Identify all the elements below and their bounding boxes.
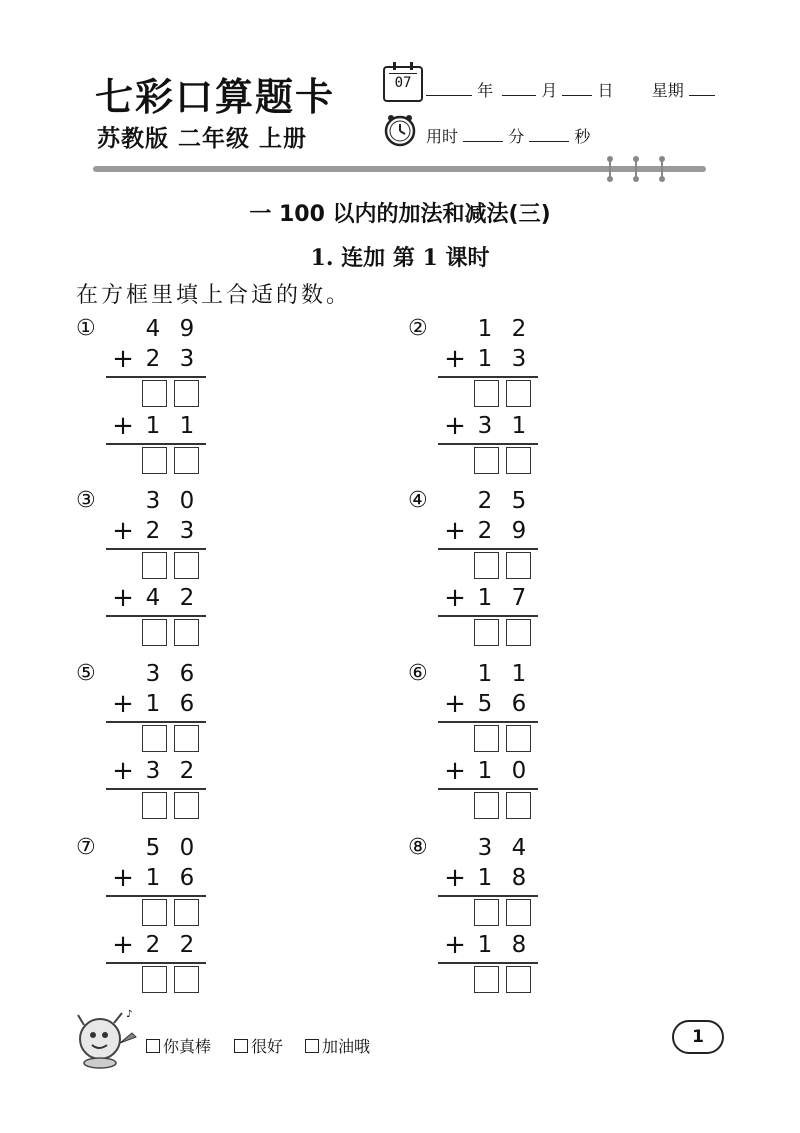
sum-line (438, 548, 538, 550)
calendar-icon (383, 66, 423, 102)
tens-digit: 5 (477, 691, 493, 717)
ones-digit: 0 (511, 758, 527, 784)
plus-sign: + (112, 344, 134, 374)
plus-sign: + (444, 756, 466, 786)
tens-digit: 1 (145, 691, 161, 717)
mascot-icon (70, 1003, 140, 1071)
tens-digit: 1 (477, 585, 493, 611)
plus-sign: + (444, 411, 466, 441)
addition-problem (76, 316, 216, 476)
svg-text:♪: ♪ (126, 1009, 133, 1020)
month-blank[interactable] (502, 81, 536, 96)
tens-digit: 3 (477, 835, 493, 861)
date-line (426, 78, 715, 101)
answer-box-ones[interactable] (506, 619, 531, 646)
ones-digit: 2 (511, 316, 527, 342)
binding-spring-icon (632, 155, 640, 183)
problem-number: ⑦ (76, 835, 96, 860)
plus-sign: + (112, 411, 134, 441)
lesson-title: 1. 连加 第 1 课时 (310, 245, 490, 271)
brand-subtitle: 苏教版 二年级 上册 (97, 126, 308, 152)
addition-problem (76, 488, 216, 648)
tens-digit: 4 (145, 585, 161, 611)
plus-sign: + (112, 863, 134, 893)
problem-number: ⑤ (76, 661, 96, 686)
ones-digit: 1 (179, 413, 195, 439)
answer-box-ones[interactable] (506, 966, 531, 993)
plus-sign: + (444, 930, 466, 960)
weekday-blank[interactable] (689, 81, 715, 96)
problem-number: ② (408, 316, 428, 341)
sum-line (438, 721, 538, 723)
addition-problem (408, 661, 548, 821)
sum-line (106, 962, 206, 964)
ones-digit: 2 (179, 932, 195, 958)
answer-box-tens[interactable] (142, 792, 167, 819)
plus-sign: + (112, 516, 134, 546)
day-label: 日 (597, 81, 614, 100)
tens-digit: 3 (145, 758, 161, 784)
answer-box-tens[interactable] (142, 447, 167, 474)
ones-digit: 2 (179, 758, 195, 784)
ones-digit: 8 (511, 932, 527, 958)
sum-line (106, 615, 206, 617)
tens-digit: 5 (145, 835, 161, 861)
answer-box-tens[interactable] (142, 966, 167, 993)
sum-line (106, 788, 206, 790)
time-label: 用时 (426, 127, 459, 146)
problem-number: ③ (76, 488, 96, 513)
tens-digit: 1 (477, 758, 493, 784)
answer-box-tens[interactable] (142, 380, 167, 407)
answer-box-ones[interactable] (174, 619, 199, 646)
answer-box-tens[interactable] (474, 380, 499, 407)
answer-box-tens[interactable] (474, 552, 499, 579)
answer-box-ones[interactable] (506, 899, 531, 926)
problem-number: ④ (408, 488, 428, 513)
sum-line (438, 788, 538, 790)
tens-digit: 1 (477, 865, 493, 891)
answer-box-ones[interactable] (174, 966, 199, 993)
tens-digit: 2 (145, 932, 161, 958)
answer-box-tens[interactable] (474, 899, 499, 926)
ones-digit: 6 (179, 691, 195, 717)
answer-box-tens[interactable] (474, 792, 499, 819)
ones-digit: 3 (179, 346, 195, 372)
checkbox[interactable] (305, 1039, 319, 1053)
answer-box-ones[interactable] (174, 725, 199, 752)
problem-number: ① (76, 316, 96, 341)
rating-option-1[interactable] (146, 1034, 211, 1057)
ones-digit: 4 (511, 835, 527, 861)
rating-label: 你真棒 (163, 1037, 212, 1056)
instruction: 在方框里填上合适的数。 (76, 283, 352, 308)
sum-line (106, 376, 206, 378)
checkbox[interactable] (146, 1039, 160, 1053)
plus-sign: + (112, 930, 134, 960)
rating-option-3[interactable] (305, 1034, 370, 1057)
plus-sign: + (444, 689, 466, 719)
ones-digit: 2 (179, 585, 195, 611)
rating-label: 很好 (251, 1037, 284, 1056)
second-label: 秒 (574, 127, 591, 146)
rating-option-2[interactable] (234, 1034, 283, 1057)
page-number: 1 (672, 1020, 724, 1054)
ones-digit: 6 (511, 691, 527, 717)
tens-digit: 2 (477, 518, 493, 544)
clock-icon (383, 113, 417, 147)
ones-digit: 9 (179, 316, 195, 342)
ones-digit: 3 (179, 518, 195, 544)
answer-box-tens[interactable] (142, 552, 167, 579)
tens-digit: 3 (145, 661, 161, 687)
addition-problem (76, 835, 216, 995)
tens-digit: 3 (477, 413, 493, 439)
plus-sign: + (112, 689, 134, 719)
problem-number: ⑧ (408, 835, 428, 860)
answer-box-ones[interactable] (174, 552, 199, 579)
day-blank[interactable] (562, 81, 592, 96)
calendar-number: 07 (394, 75, 412, 91)
answer-box-ones[interactable] (506, 792, 531, 819)
answer-box-tens[interactable] (142, 619, 167, 646)
answer-box-tens[interactable] (474, 966, 499, 993)
tens-digit: 1 (477, 346, 493, 372)
rating-label: 加油哦 (322, 1037, 371, 1056)
ones-digit: 0 (179, 835, 195, 861)
time-line (426, 124, 590, 147)
sum-line (106, 443, 206, 445)
answer-box-tens[interactable] (142, 725, 167, 752)
tens-digit: 1 (145, 865, 161, 891)
addition-problem (408, 316, 548, 476)
tens-digit: 1 (477, 661, 493, 687)
year-blank[interactable] (426, 81, 472, 96)
ones-digit: 3 (511, 346, 527, 372)
tens-digit: 1 (477, 932, 493, 958)
plus-sign: + (112, 756, 134, 786)
minute-label: 分 (508, 127, 525, 146)
ones-digit: 7 (511, 585, 527, 611)
ones-digit: 8 (511, 865, 527, 891)
second-blank[interactable] (529, 127, 569, 142)
problem-number: ⑥ (408, 661, 428, 686)
answer-box-ones[interactable] (174, 792, 199, 819)
weekday-label: 星期 (651, 81, 684, 100)
sum-line (106, 548, 206, 550)
sum-line (438, 615, 538, 617)
answer-box-ones[interactable] (174, 447, 199, 474)
plus-sign: + (444, 516, 466, 546)
ones-digit: 1 (511, 413, 527, 439)
tens-digit: 2 (477, 488, 493, 514)
sum-line (438, 895, 538, 897)
answer-box-tens[interactable] (474, 447, 499, 474)
ones-digit: 1 (511, 661, 527, 687)
ones-digit: 0 (179, 488, 195, 514)
addition-problem (408, 488, 548, 648)
plus-sign: + (112, 583, 134, 613)
sum-line (106, 895, 206, 897)
answer-box-ones[interactable] (506, 447, 531, 474)
header-divider (93, 166, 706, 172)
tens-digit: 1 (477, 316, 493, 342)
answer-box-ones[interactable] (506, 552, 531, 579)
tens-digit: 4 (145, 316, 161, 342)
plus-sign: + (444, 583, 466, 613)
plus-sign: + (444, 344, 466, 374)
answer-box-ones[interactable] (506, 380, 531, 407)
ones-digit: 9 (511, 518, 527, 544)
plus-sign: + (444, 863, 466, 893)
tens-digit: 3 (145, 488, 161, 514)
answer-box-tens[interactable] (142, 899, 167, 926)
brand-title: 七彩口算题卡 (95, 74, 336, 119)
sum-line (438, 376, 538, 378)
tens-digit: 1 (145, 413, 161, 439)
tens-digit: 2 (145, 518, 161, 544)
month-label: 月 (541, 81, 558, 100)
answer-box-ones[interactable] (174, 380, 199, 407)
ones-digit: 5 (511, 488, 527, 514)
ones-digit: 6 (179, 661, 195, 687)
sum-line (438, 962, 538, 964)
ones-digit: 6 (179, 865, 195, 891)
answer-box-ones[interactable] (506, 725, 531, 752)
binding-spring-icon (606, 155, 614, 183)
answer-box-ones[interactable] (174, 899, 199, 926)
binding-spring-icon (658, 155, 666, 183)
answer-box-tens[interactable] (474, 725, 499, 752)
addition-problem (408, 835, 548, 995)
addition-problem (76, 661, 216, 821)
minute-blank[interactable] (463, 127, 503, 142)
answer-box-tens[interactable] (474, 619, 499, 646)
sum-line (438, 443, 538, 445)
section-title: 一 100 以内的加法和减法(三) (249, 202, 551, 227)
year-label: 年 (477, 81, 494, 100)
checkbox[interactable] (234, 1039, 248, 1053)
tens-digit: 2 (145, 346, 161, 372)
sum-line (106, 721, 206, 723)
